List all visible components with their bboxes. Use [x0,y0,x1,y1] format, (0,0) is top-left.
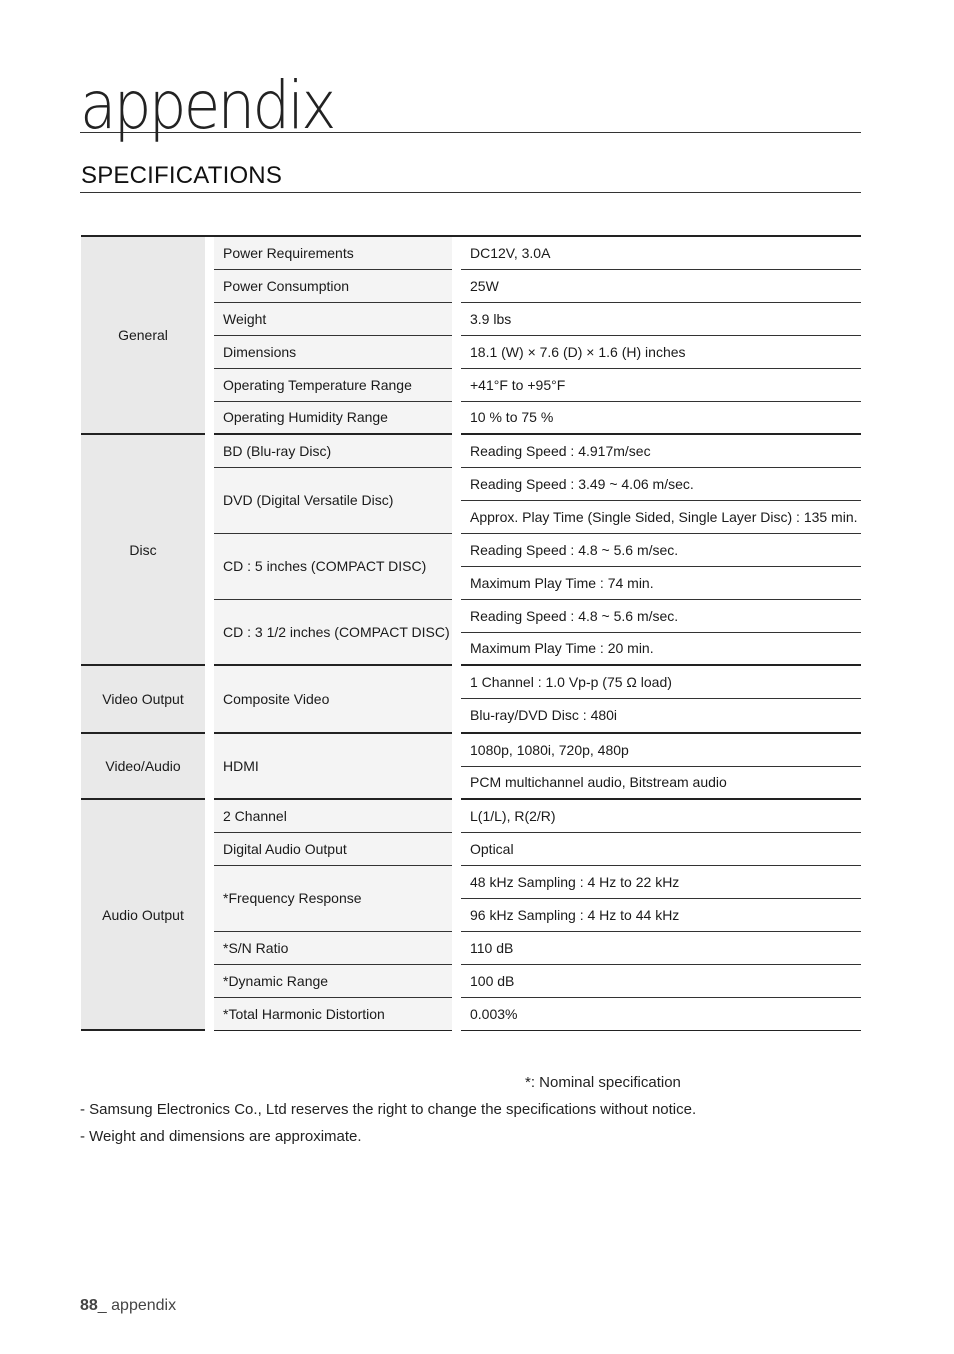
table-row [81,799,861,832]
spec-value: +41°F to +95°F [461,368,861,401]
category-video-audio: Video/Audio [81,733,205,799]
spec-value: L(1/L), R(2/R) [461,799,861,832]
chapter-header [80,67,861,144]
table-row [81,434,861,467]
spec-value: 1 Channel : 1.0 Vp-p (75 Ω load) [461,665,861,698]
nominal-spec-note: *: Nominal specification [525,1074,681,1091]
table-row [81,733,861,766]
spec-value: 18.1 (W) × 7.6 (D) × 1.6 (H) inches [461,335,861,368]
spec-value: Blu-ray/DVD Disc : 480i [461,698,861,733]
spec-item: Power Consumption [214,269,452,302]
spec-value: Reading Speed : 4.917m/sec [461,434,861,467]
spec-item: *Frequency Response [214,865,452,931]
spec-item: *Dynamic Range [214,964,452,997]
category-video-output: Video Output [81,665,205,733]
spec-value: 96 kHz Sampling : 4 Hz to 44 kHz [461,898,861,931]
spec-value: Reading Speed : 3.49 ~ 4.06 m/sec. [461,467,861,500]
spec-value: 48 kHz Sampling : 4 Hz to 22 kHz [461,865,861,898]
spec-item: 2 Channel [214,799,452,832]
spec-value: DC12V, 3.0A [461,236,861,269]
spec-item: CD : 3 1/2 inches (COMPACT DISC) [214,599,452,665]
spec-item: Dimensions [214,335,452,368]
category-disc: Disc [81,434,205,665]
spec-item: *Total Harmonic Distortion [214,997,452,1030]
spec-value: Reading Speed : 4.8 ~ 5.6 m/sec. [461,599,861,632]
chapter-title: appendix [80,67,334,144]
spec-value: Optical [461,832,861,865]
approximate-notice: - Weight and dimensions are approximate. [80,1128,362,1145]
page-footer [80,1297,176,1315]
spec-value: 1080p, 1080i, 720p, 480p [461,733,861,766]
spec-value: 10 % to 75 % [461,401,861,434]
spec-value: 3.9 lbs [461,302,861,335]
footer-label: _ appendix [97,1297,177,1314]
spec-value: PCM multichannel audio, Bitstream audio [461,766,861,799]
category-audio-output: Audio Output [81,799,205,1030]
spec-value: Maximum Play Time : 20 min. [461,632,861,665]
spec-item: DVD (Digital Versatile Disc) [214,467,452,533]
spec-item: CD : 5 inches (COMPACT DISC) [214,533,452,599]
section-title: SPECIFICATIONS [81,162,283,189]
spec-value: Maximum Play Time : 74 min. [461,566,861,599]
spec-value: 100 dB [461,964,861,997]
spec-value: 0.003% [461,997,861,1030]
spec-item: Operating Humidity Range [214,401,452,434]
spec-value: 110 dB [461,931,861,964]
spec-value: Reading Speed : 4.8 ~ 5.6 m/sec. [461,533,861,566]
specifications-table [81,235,861,1031]
spec-item: Operating Temperature Range [214,368,452,401]
page-number: 88 [80,1297,98,1314]
table-row [81,665,861,698]
category-general: General [81,236,205,434]
spec-item: Weight [214,302,452,335]
spec-item: Digital Audio Output [214,832,452,865]
change-notice: - Samsung Electronics Co., Ltd reserves the right to change the specifications without notice. [80,1101,697,1118]
spec-item: BD (Blu-ray Disc) [214,434,452,467]
table-row [81,236,861,269]
section-header [80,160,861,193]
spec-value: Approx. Play Time (Single Sided, Single Layer Disc) : 135 min. [461,500,861,533]
spec-item: HDMI [214,733,452,799]
spec-item: Power Requirements [214,236,452,269]
spec-value: 25W [461,269,861,302]
spec-item: *S/N Ratio [214,931,452,964]
spec-item: Composite Video [214,665,452,733]
